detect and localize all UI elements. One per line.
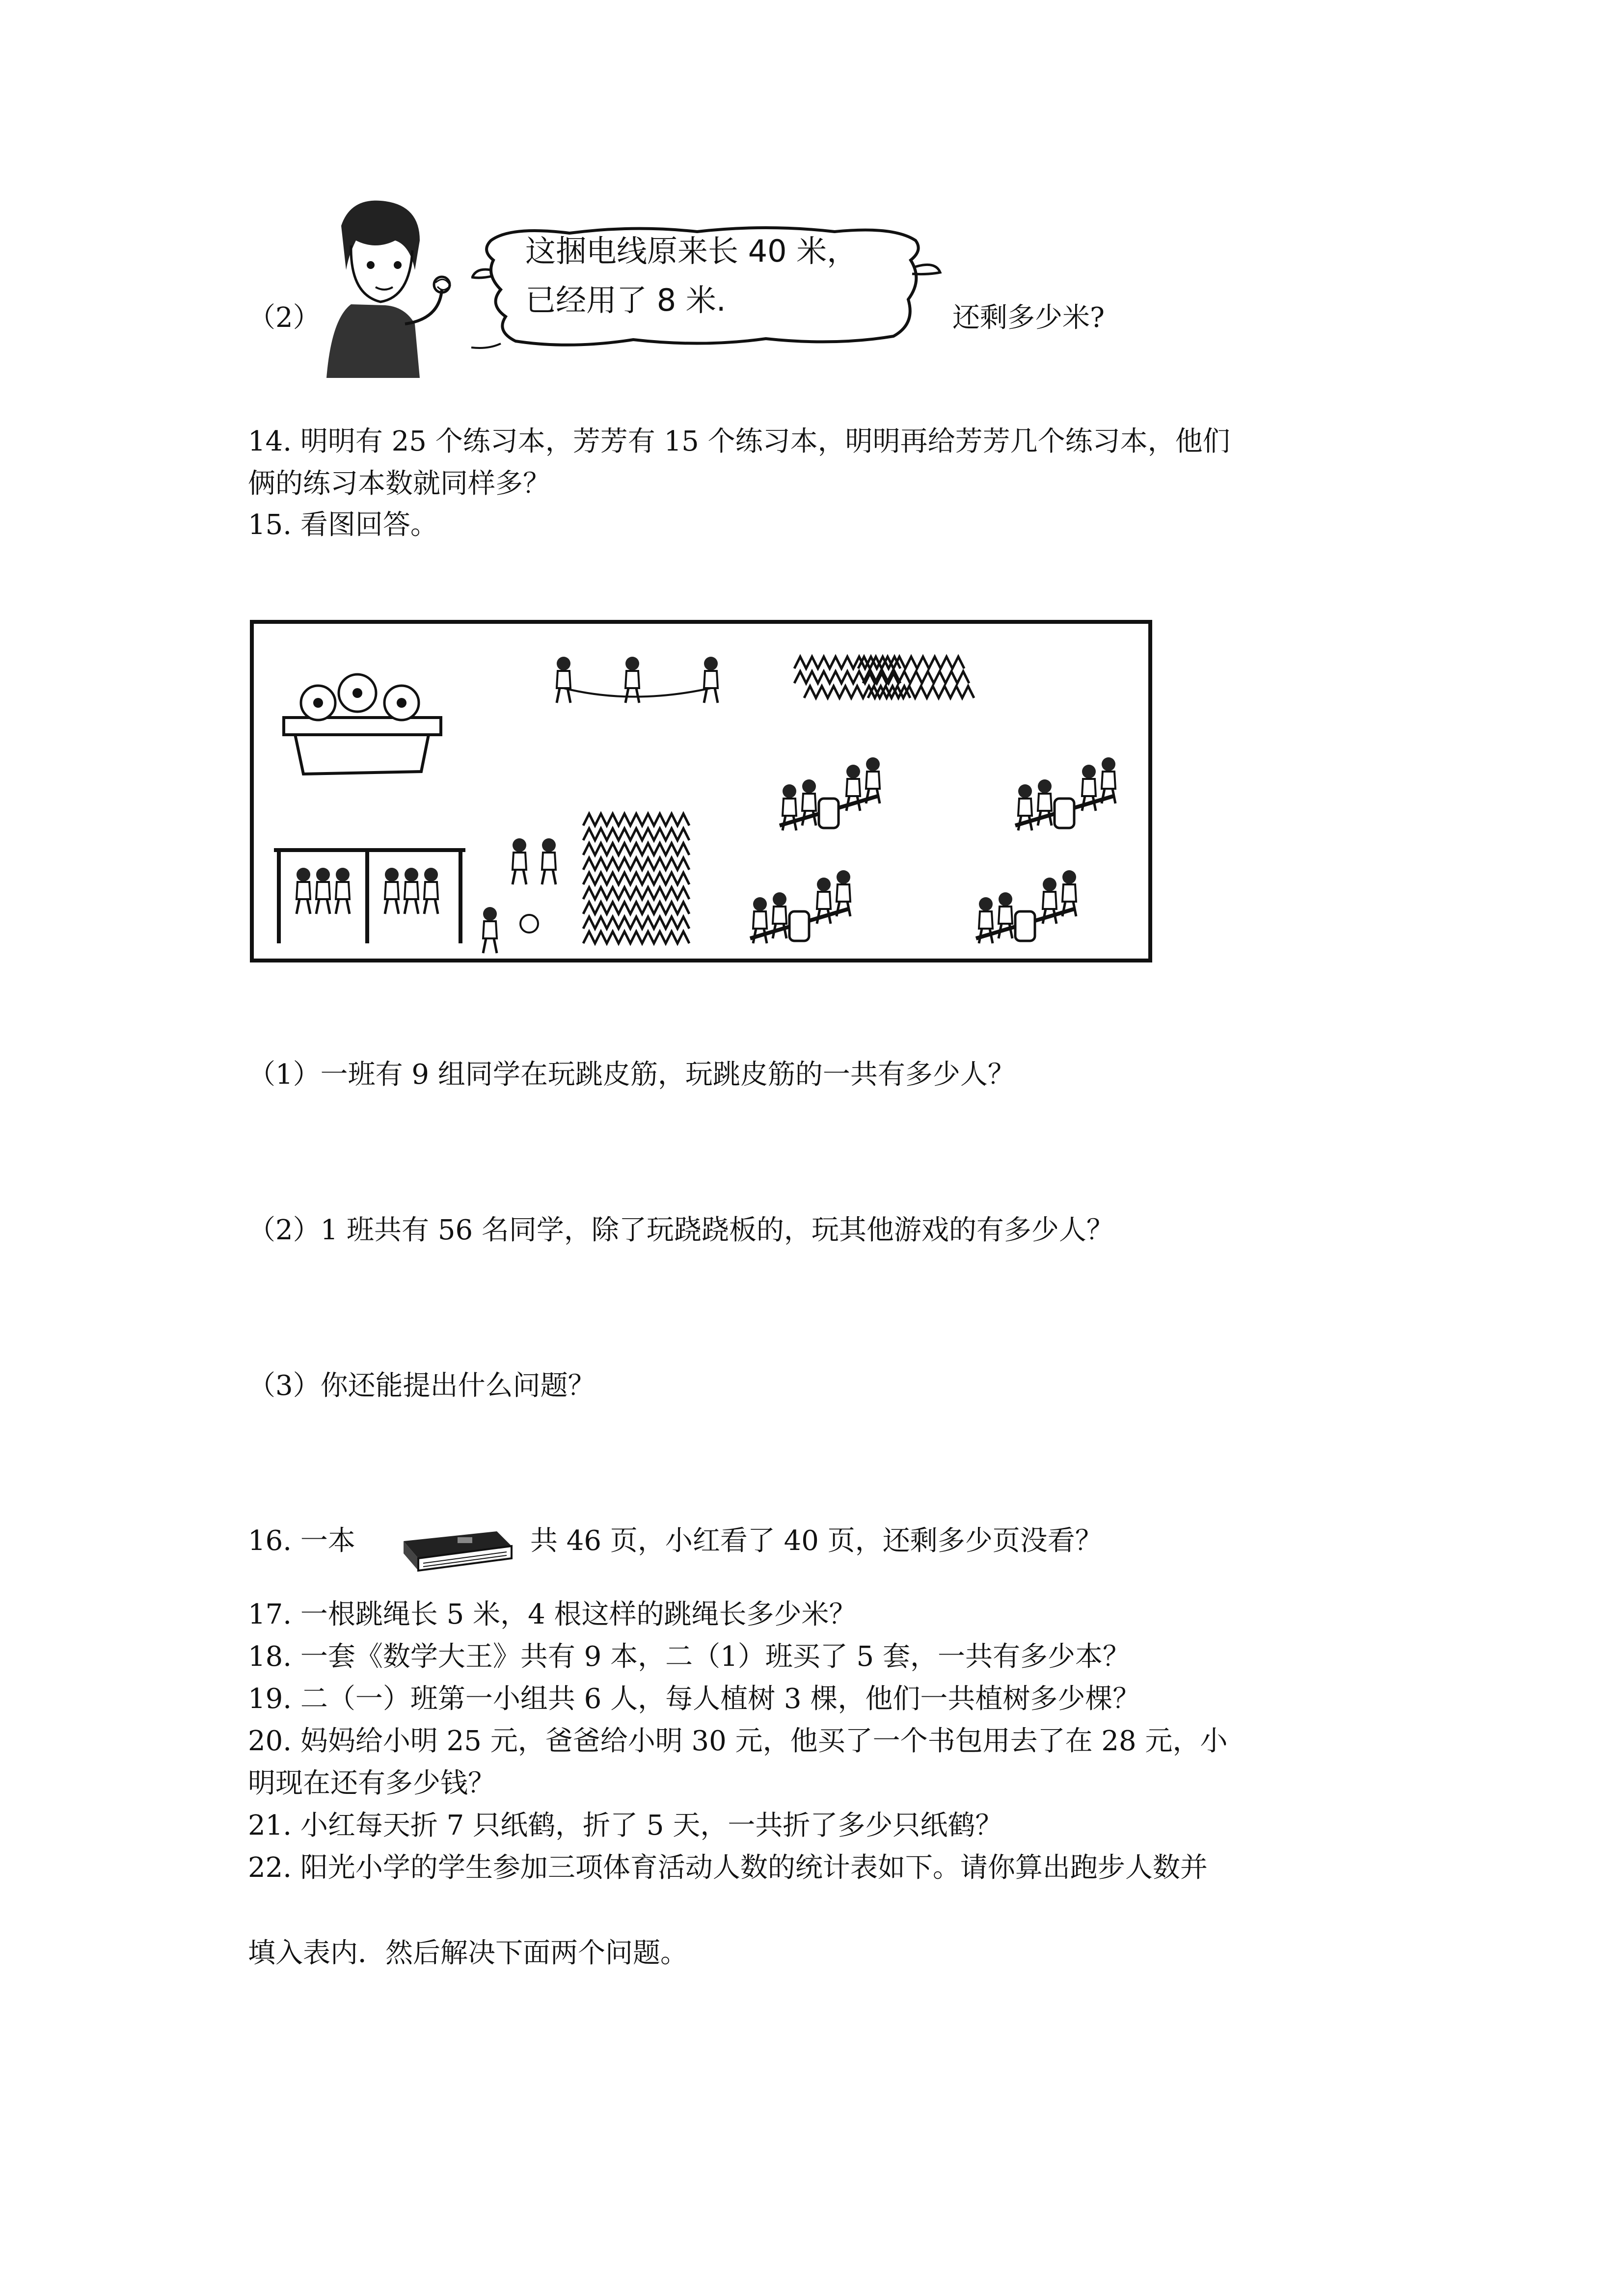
q19: 19. 二（一）班第一小组共 6 人，每人植树 3 棵，他们一共植树多少棵？: [248, 1683, 1140, 1715]
q15-title: 15. 看图回答。: [248, 509, 438, 541]
q22-line1: 22. 阳光小学的学生参加三项体育活动人数的统计表如下。请你算出跑步人数并: [248, 1852, 1208, 1884]
q17: 17. 一根跳绳长 5 米，4 根这样的跳绳长多少米？: [248, 1599, 857, 1630]
q21: 21. 小红每天折 7 只纸鹤，折了 5 天，一共折了多少只纸鹤？: [248, 1810, 1003, 1842]
q15-sub1: （1）一班有 9 组同学在玩跳皮筋，玩跳皮筋的一共有多少人？: [248, 1059, 1015, 1091]
q20-line1: 20. 妈妈给小明 25 元，爸爸给小明 30 元，他买了一个书包用去了在 28 元，小: [248, 1725, 1228, 1757]
q14-line1: 14. 明明有 25 个练习本，芳芳有 15 个练习本，明明再给芳芳几个练习本，他们: [248, 426, 1230, 457]
speech-line-1: 这捆电线原来长 40 米，: [525, 233, 858, 269]
boy-illustration: [322, 196, 459, 383]
q22-line2: 填入表内．然后解决下面两个问题。: [248, 1937, 688, 1969]
q15-sub2: （2）1 班共有 56 名同学，除了玩跷跷板的，玩其他游戏的有多少人？: [248, 1214, 1114, 1246]
q15-sub3: （3）你还能提出什么问题？: [248, 1370, 595, 1402]
q16-prefix: 16. 一本: [248, 1525, 355, 1557]
q14-line2: 俩的练习本数就同样多？: [248, 468, 550, 500]
q18: 18. 一套《数学大王》共有 9 本，二（1）班买了 5 套，一共有多少本？: [248, 1641, 1130, 1673]
q20-line2: 明现在还有多少钱？: [248, 1767, 495, 1799]
speech-line-2: 已经用了 8 米.: [525, 282, 726, 318]
q16-suffix: 共 46 页，小红看了 40 页，还剩多少页没看？: [530, 1525, 1103, 1557]
playground-picture: [249, 619, 1153, 963]
q13-part2-label: （2）: [248, 302, 321, 334]
book-icon: [399, 1522, 516, 1575]
q13-question: 还剩多少米?: [952, 302, 1105, 334]
